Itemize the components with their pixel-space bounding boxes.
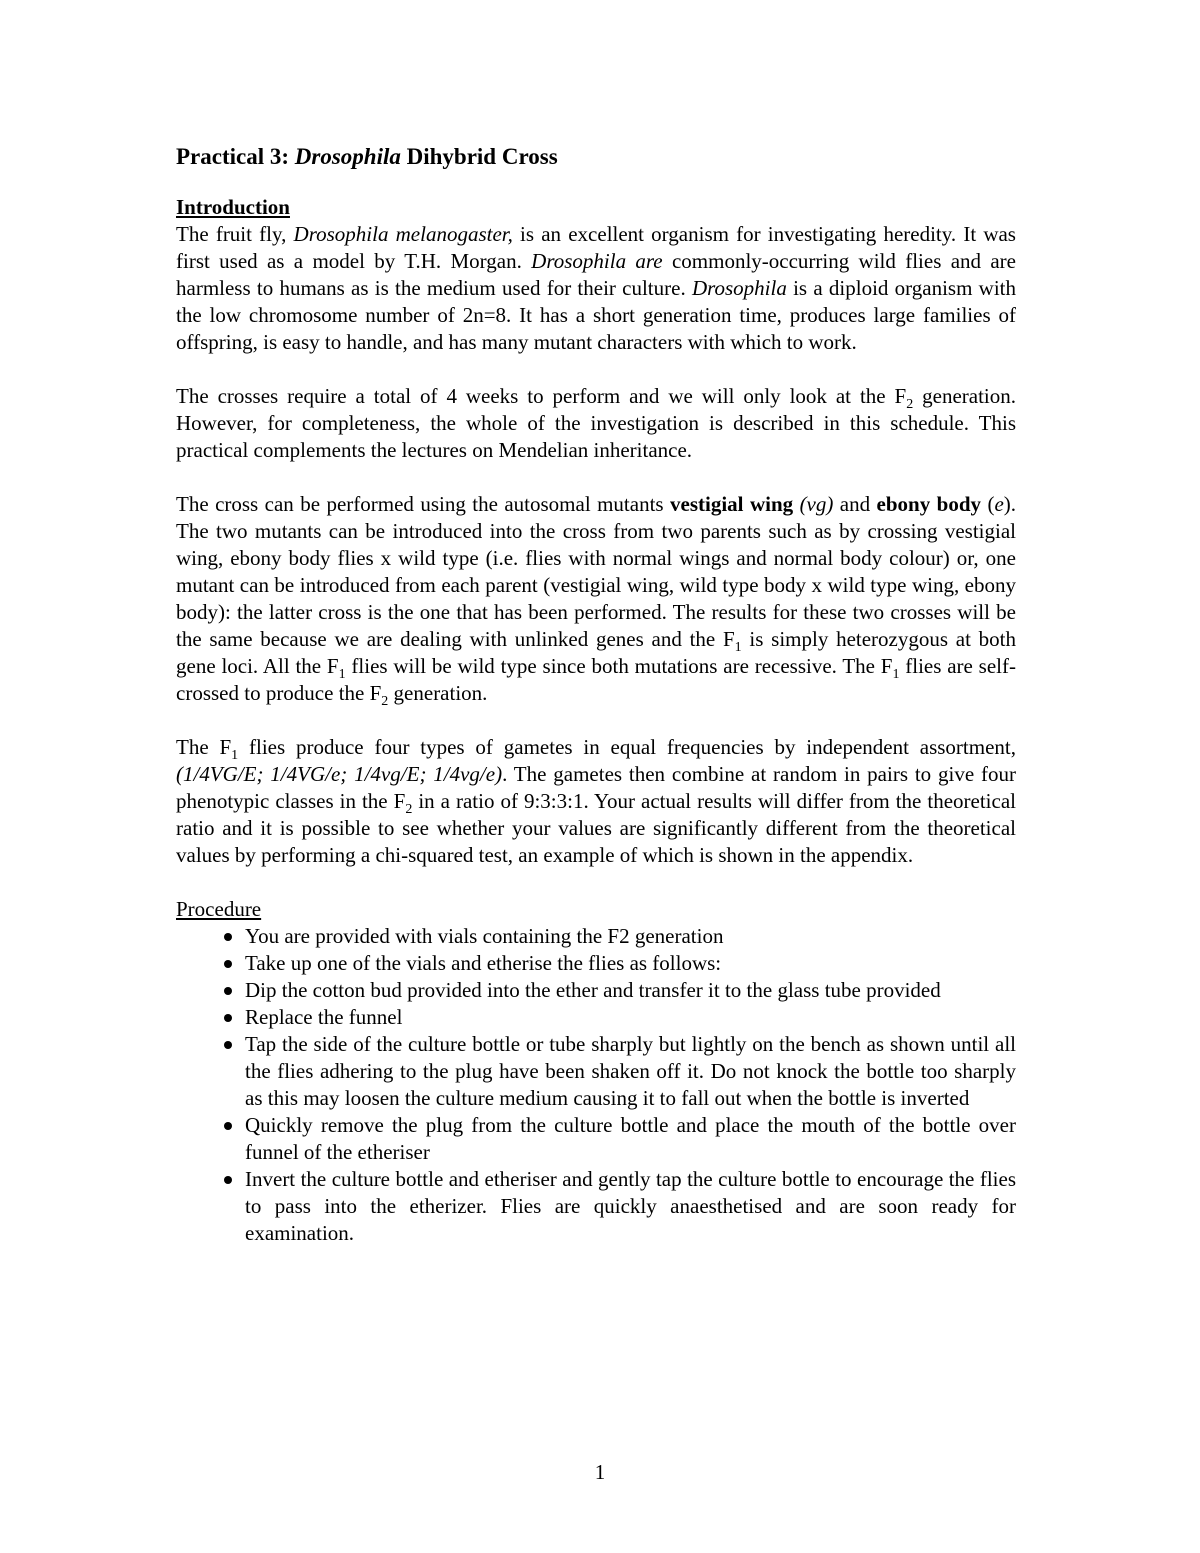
list-item: Take up one of the vials and etherise the flies as follows: xyxy=(176,950,1016,977)
intro-paragraph-1: The fruit fly, Drosophila melanogaster, is an excellent organism for investigating heredity. It was first used as a model by T.H. Morgan. Drosophila are commonly-occurring wild flies and are harmless to humans as is the medium used for their culture. Drosophila is a diploid organism with the low chromosome number of 2n=8. It has a short generation time, produces large families of offspring, is easy to handle, and has many mutant characters with which to work. xyxy=(176,222,1016,354)
document-page xyxy=(176,142,1016,1247)
list-item: Replace the funnel xyxy=(176,1004,1016,1031)
procedure-list xyxy=(176,923,1016,1247)
introduction-heading: Introduction xyxy=(176,195,290,219)
title-italic: Drosophila xyxy=(294,144,401,169)
bullet-icon xyxy=(224,1041,232,1049)
list-item: Dip the cotton bud provided into the ether and transfer it to the glass tube provided xyxy=(176,977,1016,1004)
bullet-icon xyxy=(224,1014,232,1022)
title-suffix: Dihybrid Cross xyxy=(400,144,558,169)
bullet-icon xyxy=(224,1176,232,1184)
list-item: Quickly remove the plug from the culture bottle and place the mouth of the bottle over funnel of the etheriser xyxy=(176,1112,1016,1166)
intro-paragraph-3: The cross can be performed using the autosomal mutants vestigial wing (vg) and ebony body (e). The two mutants can be introduced into the cross from two parents such as by crossing vestigial wing, ebony body flies x wild type (i.e. flies with normal wings and normal body colour) or, one mutant can be introduced from each parent (vestigial wing, wild type body x wild type wing, ebony body): the latter cross is the one that has been performed. The results for these two crosses will be the same because we are dealing with unlinked genes and the $F_1$ is simply heterozygous at both gene loci. All the $F_1$ flies will be wild type since both mutations are recessive. The $F_1$ flies are self-crossed to produce the $F_2$ generation. xyxy=(176,492,1017,710)
page-title xyxy=(176,142,1016,172)
procedure-heading: Procedure xyxy=(176,897,262,921)
title-prefix: Practical 3: xyxy=(176,144,295,169)
bullet-icon xyxy=(224,933,232,941)
intro-paragraph-4: The $F_1$ flies produce four types of gametes in equal frequencies by independent assortment, (1/4VG/E; 1/4VG/e; 1/4vg/E; 1/4vg/e). The gametes then combine at random in pairs to give four phenotypic classes in the $F_2$ in a ratio of 9:3:3:1. Your actual results will differ from the theoretical ratio and it is possible to see whether your values are significantly different from the theoretical values by performing a chi-squared test, an example of which is shown in the appendix. xyxy=(176,735,1017,867)
intro-paragraph-2: The crosses require a total of 4 weeks to perform and we will only look at the $F_2$ generation. However, for completeness, the whole of the investigation is described in this schedule. This practical complements the lectures on Mendelian inheritance. xyxy=(176,384,1017,462)
list-item: Invert the culture bottle and etheriser and gently tap the culture bottle to encourage the flies to pass into the etherizer. Flies are quickly anaesthetised and are soon ready for examination. xyxy=(176,1166,1016,1247)
list-item: Tap the side of the culture bottle or tube sharply but lightly on the bench as shown until all the flies adhering to the plug have been shaken off it. Do not knock the bottle too sharply as this may loosen the culture medium causing it to fall out when the bottle is inverted xyxy=(176,1031,1016,1112)
bullet-icon xyxy=(224,1122,232,1130)
bullet-icon xyxy=(224,987,232,995)
list-item: You are provided with vials containing the F2 generation xyxy=(176,923,1016,950)
bullet-icon xyxy=(224,960,232,968)
page-number: 1 xyxy=(594,1460,606,1484)
